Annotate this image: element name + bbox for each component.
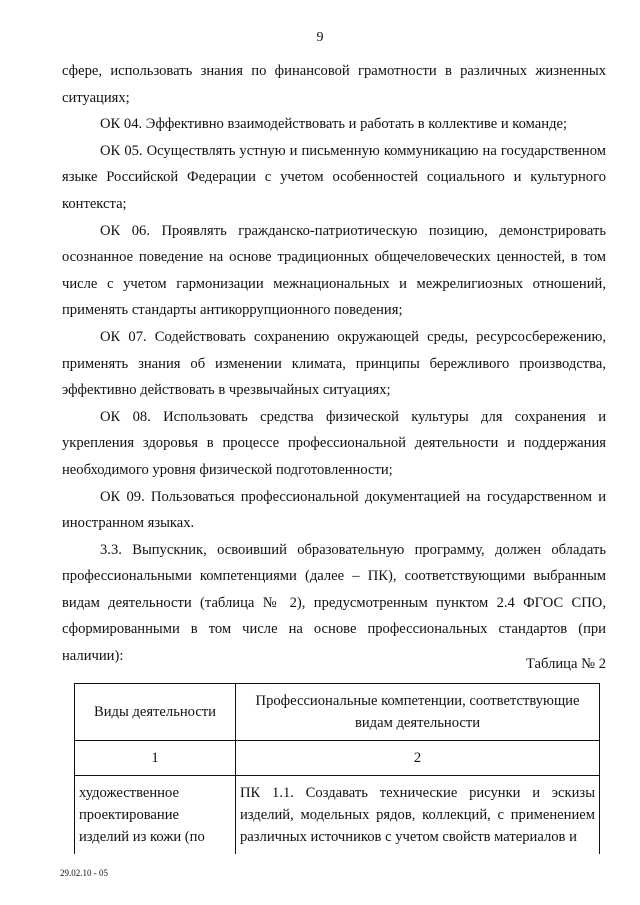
competencies-table	[74, 683, 600, 854]
paragraph-ok-04: ОК 04. Эффективно взаимодействовать и работать в коллективе и команде;	[100, 116, 568, 133]
paragraph-ok-06: ОК 06. Проявлять гражданско-патриотическую позицию, демонстрировать осознанное поведение на основе традиционных общечеловеческих ценностей, в том числе с учетом гармонизации межнациональных и межрелигиозных отношений, применять стандарты антикоррупционного поведения;	[62, 222, 606, 319]
footer-code: 29.02.10 - 05	[60, 868, 108, 878]
table-cell-competency: ПК 1.1. Создавать технические рисунки и эскизы изделий, модельных рядов, коллекций, с применением различных источников с учетом свойств материалов и	[236, 776, 600, 855]
table-header-activity: Виды деятельности	[75, 684, 236, 741]
paragraph-ok-09: ОК 09. Пользоваться профессиональной документацией на государственном и иностранном языках.	[62, 488, 606, 532]
table-caption: Таблица № 2	[526, 656, 606, 672]
paragraph-continuation: сфере, использовать знания по финансовой грамотности в различных жизненных ситуациях;	[62, 63, 606, 106]
paragraph-ok-07: ОК 07. Содействовать сохранению окружающей среды, ресурсосбережению, применять знания об изменении климата, принципы бережливого производства, эффективно действовать в чрезвычайных ситуациях;	[62, 328, 606, 399]
body-text	[62, 58, 606, 670]
table-number-2: 2	[236, 741, 600, 776]
paragraph-3-3: 3.3. Выпускник, освоивший образовательную программу, должен обладать профессиональными компетенциями (далее – ПК), соответствующими выбранным видам деятельности (таблица № 2), предусмотренным пунктом 2.4 ФГОС СПО, сформированными в том числе на основе профессиональных стандартов (при наличии):	[62, 541, 606, 665]
table-header-competencies: Профессиональные компетенции, соответствующие видам деятельности	[236, 684, 600, 741]
table-row	[75, 776, 600, 855]
paragraph-ok-08: ОК 08. Использовать средства физической культуры для сохранения и укрепления здоровья в процессе профессиональной деятельности и поддержания необходимого уровня физической подготовленности;	[62, 408, 606, 478]
paragraph-ok-05: ОК 05. Осуществлять устную и письменную коммуникацию на государственном языке Российской Федерации с учетом особенностей социального и культурного контекста;	[62, 142, 606, 212]
page-number: 9	[316, 30, 324, 45]
table-header-row	[75, 684, 600, 741]
table-number-1: 1	[75, 741, 236, 776]
table-number-row	[75, 741, 600, 776]
table-cell-activity: художественное проектирование изделий из кожи (по	[75, 776, 236, 855]
